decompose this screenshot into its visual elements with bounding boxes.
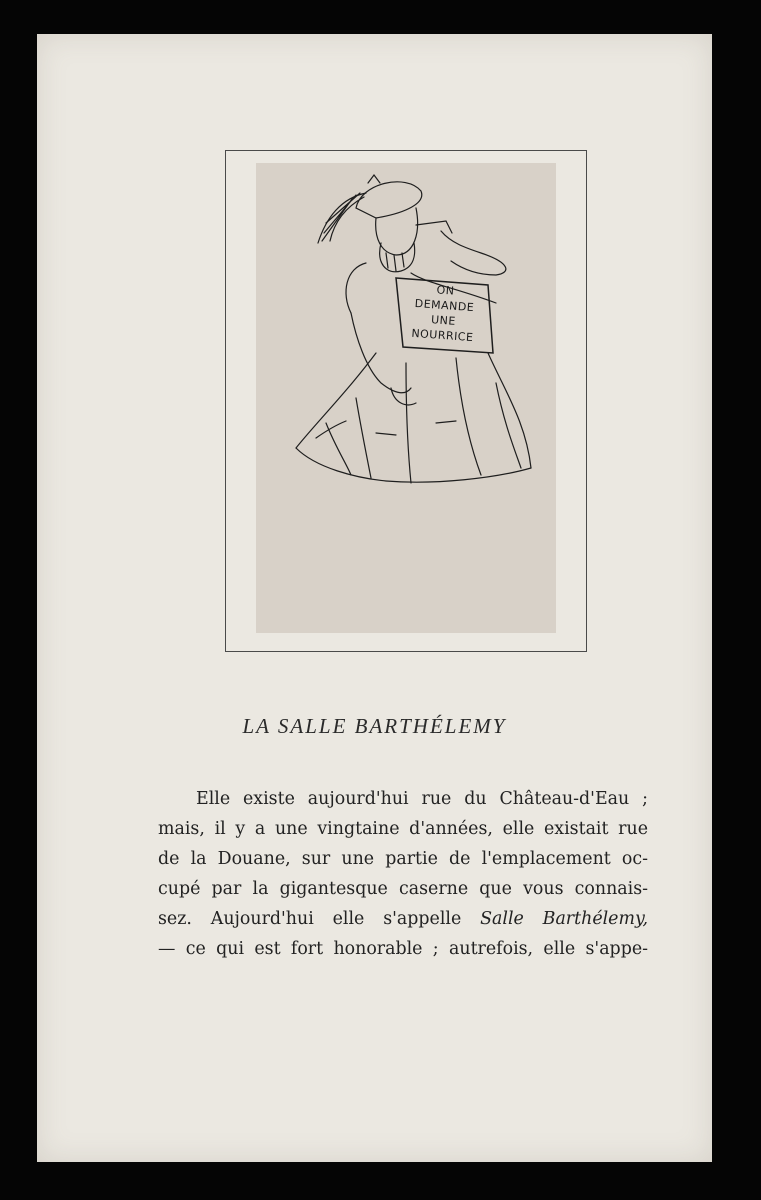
etching-figure — [256, 163, 556, 633]
text-line: cupé par la gigantesque caserne que vous connais- — [158, 879, 648, 899]
italic-title: Salle Barthélemy, — [480, 909, 648, 929]
sign-line: DEMANDE — [414, 296, 475, 315]
text-line: — ce qui est fort honorable ; autrefois, elle s'appe- — [158, 939, 648, 959]
body-paragraph — [158, 784, 648, 964]
sign-line: ON — [436, 283, 455, 298]
sign-text — [392, 280, 496, 347]
text-fragment: sez. Aujourd'hui elle s'appelle — [158, 909, 481, 929]
sign-line: UNE — [430, 313, 457, 328]
text-line — [158, 904, 648, 934]
illustration-frame — [225, 150, 587, 652]
illustration-plate — [256, 163, 556, 633]
text-line: de la Douane, sur une partie de l'emplacement oc- — [158, 849, 648, 869]
book-page — [37, 34, 712, 1162]
chapter-heading: LA SALLE BARTHÉLEMY — [242, 714, 507, 738]
text-line: mais, il y a une vingtaine d'années, elle existait rue — [158, 819, 648, 839]
text-line: Elle existe aujourd'hui rue du Château-d'Eau ; — [196, 789, 648, 809]
sign-line: NOURRICE — [410, 326, 474, 345]
